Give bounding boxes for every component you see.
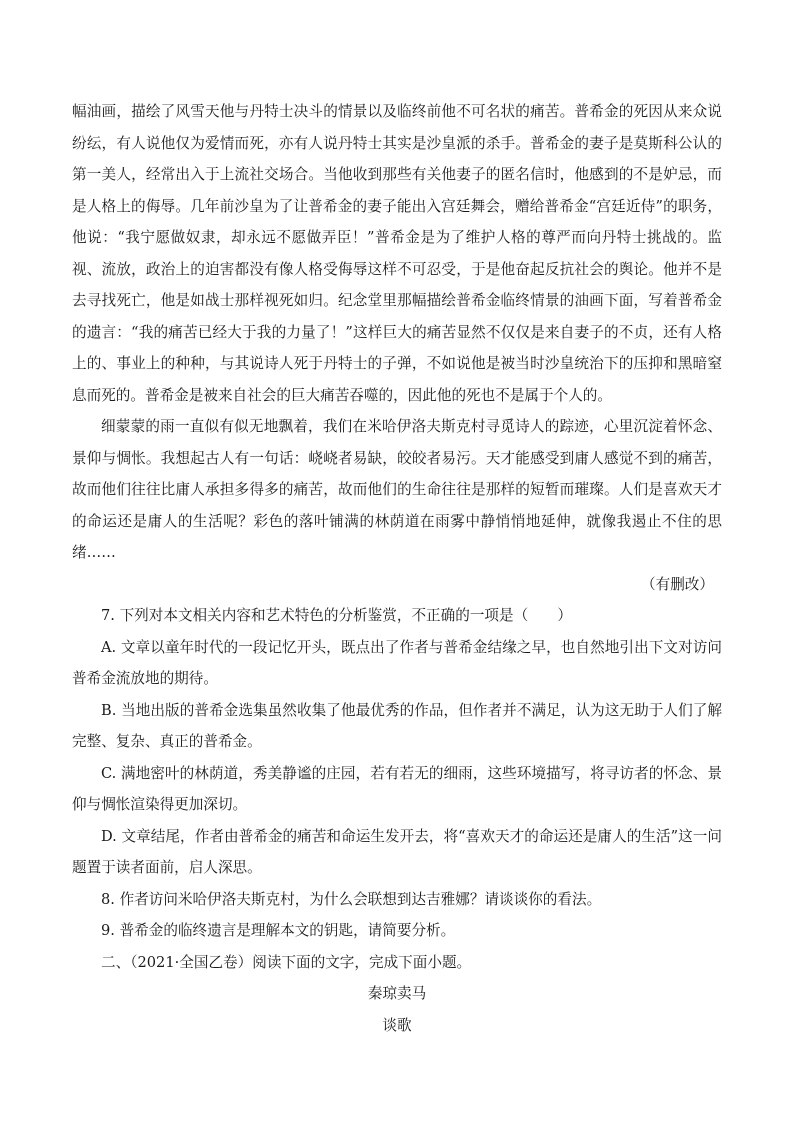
passage-paragraph-2: 细蒙蒙的雨一直似有似无地飘着，我们在米哈伊洛夫斯克村寻觅诗人的踪迹，心里沉淀着怀念、景仰与惆怅。我想起古人有一句话：峣峣者易缺，皎皎者易污。天才能感受到庸人感觉不到的痛苦，故而他们往往比庸人承担多得多的痛苦，故而他们的生命往往是那样的短暂而璀璨。人们是喜欢天才的命运还是庸人的生活呢？彩色的落叶铺满的林荫道在雨雾中静悄悄地延伸，就像我遏止不住的思绪…… — [72, 418, 722, 561]
question-7-option-a: A. 文章以童年时代的一段记忆开头，既点出了作者与普希金结缘之早，也自然地引出下文对访问普希金流放地的期待。 — [72, 638, 722, 687]
section-2-title: 秦琼卖马 — [367, 985, 427, 1002]
question-7-option-c: C. 满地密叶的林荫道，秀美静谧的庄园，若有若无的细雨，这些环境描写，将寻访者的怀念、景仰与惆怅渲染得更加深切。 — [72, 764, 722, 813]
question-7-option-d: D. 文章结尾，作者由普希金的痛苦和命运生发开去，将“喜欢天才的命运还是庸人的生活”这一问题置于读者面前，启人深思。 — [72, 827, 722, 876]
document-page — [72, 96, 722, 1041]
section-2-heading: 二、（2021·全国乙卷）阅读下面的文字，完成下面小题。 — [101, 953, 472, 971]
passage-paragraph-1: 幅油画，描绘了风雪天他与丹特士决斗的情景以及临终前他不可名状的痛苦。普希金的死因从来众说纷纭，有人说他仅为爱情而死，亦有人说丹特士其实是沙皇派的杀手。普希金的妻子是莫斯科公认的第一美人，经常出入于上流社交场合。当他收到那些有关他妻子的匿名信时，他感到的不是妒忌，而是人格上的侮辱。几年前沙皇为了让普希金的妻子能出入宫廷舞会，赠给普希金“宫廷近侍”的职务，他说：“我宁愿做奴隶，却永远不愿做弄臣！”普希金是为了维护人格的尊严而向丹特士挑战的。监视、流放，政治上的迫害都没有像人格受侮辱这样不可忍受，于是他奋起反抗社会的舆论。他并不是去寻找死亡，他是如战士那样视死如归。纪念堂里那幅描绘普希金临终情景的油画下面，写着普希金的遗言：“我的痛苦已经大于我的力量了！”这样巨大的痛苦显然不仅仅是来自妻子的不贞，还有人格上的、事业上的种种，与其说诗人死于丹特士的子弹，不如说他是被当时沙皇统治下的压抑和黑暗窒息而死的。普希金是被来自社会的巨大痛苦吞噬的，因此他的死也不是属于个人的。 — [72, 103, 722, 404]
section-2-author: 谈歌 — [382, 1016, 412, 1034]
question-7: 7. 下列对本文相关内容和艺术特色的分析鉴赏，不正确的一项是（ ） — [101, 607, 572, 624]
question-9: 9. 普希金的临终遗言是理解本文的钥匙，请简要分析。 — [101, 922, 456, 939]
edit-note: （有删改） — [641, 575, 714, 593]
question-7-option-b: B. 当地出版的普希金选集虽然收集了他最优秀的作品，但作者并不满足，认为这无助于人们了解完整、复杂、真正的普希金。 — [72, 701, 722, 750]
question-8: 8. 作者访问米哈伊洛夫斯克村，为什么会联想到达吉雅娜？请谈谈你的看法。 — [101, 890, 602, 908]
